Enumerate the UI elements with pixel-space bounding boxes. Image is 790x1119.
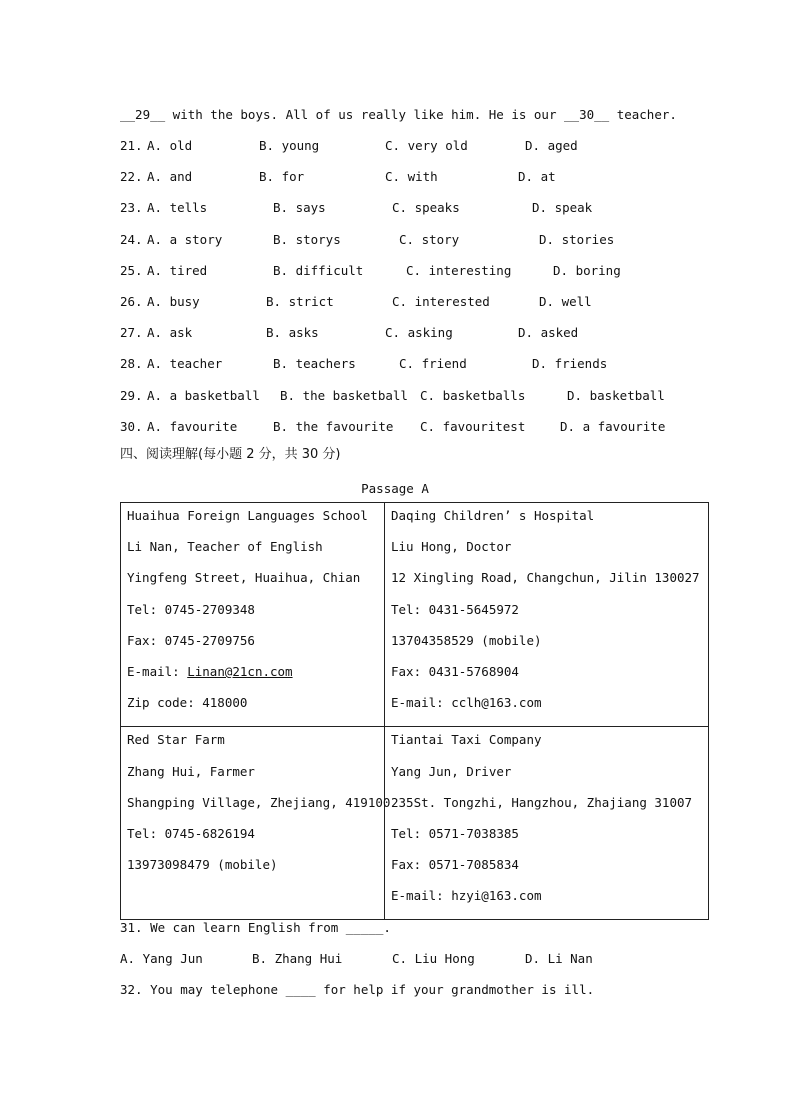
card-school-email-label: E-mail: <box>127 663 188 679</box>
card-taxi-fax: Fax: 0571-7085834 <box>391 857 519 873</box>
card-school <box>121 503 385 727</box>
card-school-email-row <box>127 664 378 695</box>
card-school-tel: Tel: 0745-2709348 <box>127 601 255 617</box>
question-number: 29. <box>120 388 143 403</box>
passage-continuation-line: __29__ with the boys. All of us really like him. He is our __30__ teacher. <box>120 107 677 122</box>
question-number: 22. <box>120 169 143 184</box>
business-cards-table <box>120 502 709 920</box>
card-taxi <box>385 727 709 920</box>
question-row <box>120 263 680 279</box>
option-c[interactable]: C. interesting <box>406 263 512 278</box>
card-school-name: Huaihua Foreign Languages School <box>127 508 368 523</box>
card-farm-person: Zhang Hui, Farmer <box>127 763 255 779</box>
option-a[interactable]: A. favourite <box>147 419 238 434</box>
option-b[interactable]: B. for <box>259 169 305 184</box>
card-farm <box>121 727 391 920</box>
card-hospital-name: Daqing Children’ s Hospital <box>391 508 595 523</box>
card-farm-name: Red Star Farm <box>127 732 225 748</box>
option-a[interactable]: A. teacher <box>147 356 223 371</box>
option-b[interactable]: B. the favourite <box>273 419 394 434</box>
option-b[interactable]: B. young <box>259 138 320 153</box>
question-number: 27. <box>120 325 143 340</box>
question-31-options <box>120 951 680 967</box>
option-c[interactable]: C. speaks <box>392 200 460 215</box>
option-a[interactable]: A. tells <box>147 200 208 215</box>
option-a[interactable]: A. tired <box>147 263 208 278</box>
question-row <box>120 138 680 154</box>
question-row <box>120 356 680 372</box>
option-d[interactable]: D. a favourite <box>560 419 666 434</box>
option-c[interactable]: C. asking <box>385 325 453 340</box>
option-b[interactable]: B. difficult <box>273 263 364 278</box>
question-31-option-b[interactable]: B. Zhang Hui <box>252 951 343 966</box>
question-number: 30. <box>120 419 143 434</box>
question-row <box>120 388 680 404</box>
option-d[interactable]: D. boring <box>553 263 621 278</box>
card-school-fax: Fax: 0745-2709756 <box>127 632 255 648</box>
question-row <box>120 419 680 435</box>
card-taxi-email: E-mail: hzyi@163.com <box>391 888 542 904</box>
card-taxi-person: Yang Jun, Driver <box>391 763 512 779</box>
option-c[interactable]: C. friend <box>399 356 467 371</box>
card-taxi-tel: Tel: 0571-7038385 <box>391 825 519 841</box>
option-c[interactable]: C. favouritest <box>420 419 526 434</box>
option-d[interactable]: D. speak <box>532 200 593 215</box>
option-c[interactable]: C. story <box>399 232 460 247</box>
option-b[interactable]: B. teachers <box>273 356 356 371</box>
card-farm-mobile: 13973098479 (mobile) <box>127 857 278 873</box>
card-taxi-name: Tiantai Taxi Company <box>391 732 542 748</box>
card-hospital-tel: Tel: 0431-5645972 <box>391 601 519 617</box>
question-31-option-c[interactable]: C. Liu Hong <box>392 951 475 966</box>
card-hospital-mobile: 13704358529 (mobile) <box>391 632 542 648</box>
option-d[interactable]: D. well <box>539 294 592 309</box>
question-row <box>120 325 680 341</box>
option-c[interactable]: C. basketballs <box>420 388 526 403</box>
card-hospital-email: E-mail: cclh@163.com <box>391 695 542 711</box>
option-d[interactable]: D. aged <box>525 138 578 153</box>
option-a[interactable]: A. busy <box>147 294 200 309</box>
option-d[interactable]: D. at <box>518 169 556 184</box>
option-d[interactable]: D. friends <box>532 356 608 371</box>
question-number: 21. <box>120 138 143 153</box>
question-number: 23. <box>120 200 143 215</box>
option-d[interactable]: D. stories <box>539 232 615 247</box>
option-b[interactable]: B. says <box>273 200 326 215</box>
option-b[interactable]: B. storys <box>273 232 341 247</box>
option-a[interactable]: A. old <box>147 138 193 153</box>
option-b[interactable]: B. the basketball <box>280 388 408 403</box>
question-number: 25. <box>120 263 143 278</box>
card-school-person: Li Nan, Teacher of English <box>127 539 323 555</box>
question-row <box>120 294 680 310</box>
card-hospital <box>385 503 709 727</box>
section-title: 四、阅读理解(每小题 2 分，共 30 分) <box>120 447 341 462</box>
card-school-email-link[interactable]: Linan@21cn.com <box>187 663 293 679</box>
question-31-stem: 31. We can learn English from _____. <box>120 920 391 935</box>
option-a[interactable]: A. and <box>147 169 193 184</box>
question-32-stem: 32. You may telephone ____ for help if your grandmother is ill. <box>120 982 595 997</box>
option-d[interactable]: D. basketball <box>567 388 665 403</box>
option-a[interactable]: A. a basketball <box>147 388 260 403</box>
option-b[interactable]: B. asks <box>266 325 319 340</box>
card-farm-address: Shangping Village, Zhejiang, 419100 <box>127 794 391 810</box>
card-hospital-address: 12 Xingling Road, Changchun, Jilin 130027 <box>391 570 700 586</box>
option-c[interactable]: C. with <box>385 169 438 184</box>
card-taxi-address: 235St. Tongzhi, Hangzhou, Zhajiang 31007 <box>391 794 693 810</box>
passage-title: Passage A <box>361 481 429 496</box>
card-hospital-person: Liu Hong, Doctor <box>391 539 512 555</box>
option-c[interactable]: C. interested <box>392 294 490 309</box>
question-number: 26. <box>120 294 143 309</box>
option-d[interactable]: D. asked <box>518 325 579 340</box>
card-farm-tel: Tel: 0745-6826194 <box>127 825 255 841</box>
option-a[interactable]: A. a story <box>147 232 223 247</box>
option-c[interactable]: C. very old <box>385 138 468 153</box>
card-school-zip: Zip code: 418000 <box>127 695 248 711</box>
question-row <box>120 200 680 216</box>
question-number: 24. <box>120 232 143 247</box>
option-b[interactable]: B. strict <box>266 294 334 309</box>
question-row <box>120 232 680 248</box>
question-number: 28. <box>120 356 143 371</box>
question-row <box>120 169 680 185</box>
option-a[interactable]: A. ask <box>147 325 193 340</box>
question-31-option-a[interactable]: A. Yang Jun <box>120 951 203 966</box>
card-hospital-fax: Fax: 0431-5768904 <box>391 663 519 679</box>
question-31-option-d[interactable]: D. Li Nan <box>525 951 593 966</box>
card-school-address: Yingfeng Street, Huaihua, Chian <box>127 570 361 586</box>
